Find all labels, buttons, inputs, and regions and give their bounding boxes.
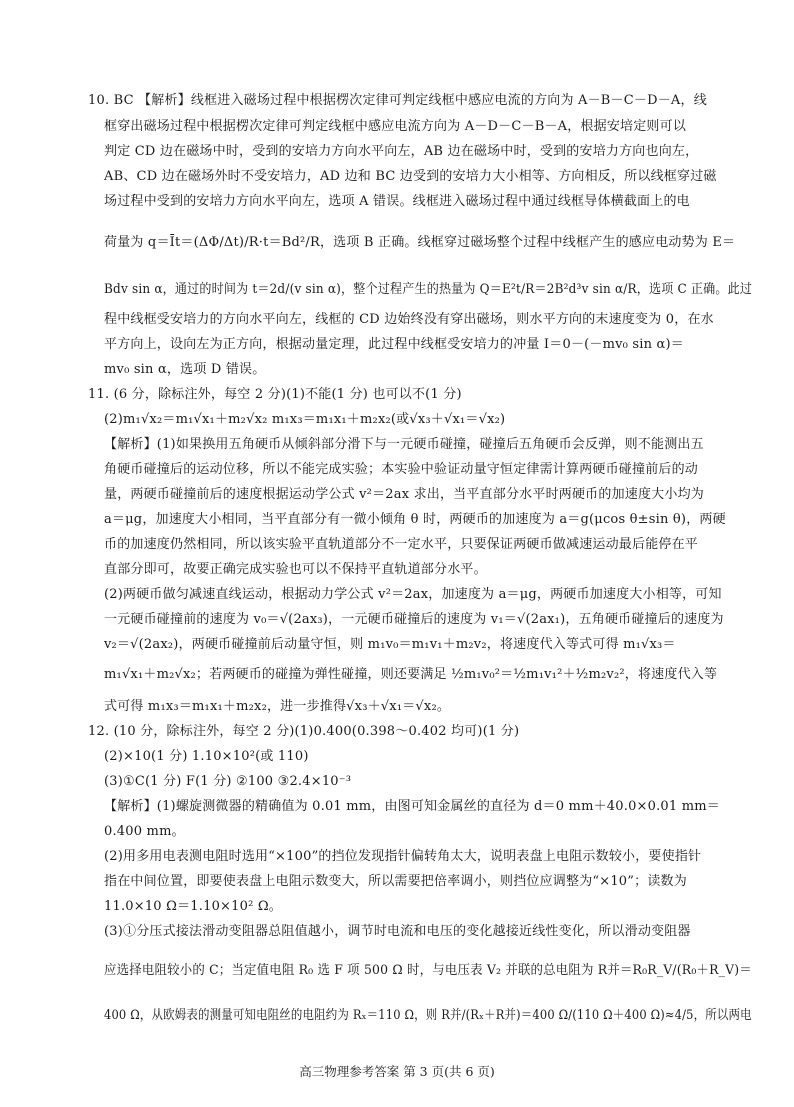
q10-line-1: 10. BC 【解析】线框进入磁场过程中根据楞次定律可判定线框中感应电流的方向为 A－B－C－D－A，线 bbox=[88, 93, 707, 108]
q11-line-12: m₁√x₁＋m₂√x₂；若两硬币的碰撞为弹性碰撞，则还要满足 ½m₁v₀²＝½m₁v₁²＋½m₂v₂²，将速度代入等 bbox=[104, 667, 718, 682]
q12-line-4: 【解析】(1)螺旋测微器的精确值为 0.01 mm，由图可知金属丝的直径为 d＝0 mm＋40.0×0.01 mm＝ bbox=[104, 799, 720, 814]
q12-line-1: 12. (10 分，除标注外，每空 2 分)(1)0.400(0.398～0.402 均可)(1 分) bbox=[88, 724, 520, 739]
q10-line-4: AB、CD 边在磁场外时不受安培力，AD 边和 BC 边受到的安培力大小相等、方向相反，所以线框穿过磁 bbox=[104, 169, 717, 184]
q11-line-5: 量，两硬币碰撞前后的速度根据运动学公式 v²＝2ax 求出，当平直部分水平时两硬币的加速度大小均为 bbox=[104, 487, 704, 502]
q10-line-2: 框穿出磁场过程中根据楞次定律可判定线框中感应电流方向为 A－D－C－B－A，根据安培定则可以 bbox=[104, 119, 687, 134]
q10-line-3: 判定 CD 边在磁场中时，受到的安培力方向水平向左，AB 边在磁场中时，受到的安培力方向也向左， bbox=[104, 144, 699, 159]
q11-line-7: 币的加速度仍然相同，所以该实验平直轨道部分不一定水平，只要保证两硬币做减速运动最后能停在平 bbox=[104, 537, 699, 552]
q10-line-8: 程中线框受安培力的方向水平向左，线框的 CD 边始终没有穿出磁场，则水平方向的末速度变为 0，在水 bbox=[104, 312, 714, 327]
q12-line-7: 指在中间位置，即要使表盘上电阻示数变大，所以需要把倍率调小，则挡位应调整为“×10”；读数为 bbox=[104, 874, 687, 889]
q11-line-3: 【解析】(1)如果换用五角硬币从倾斜部分滑下与一元硬币碰撞，碰撞后五角硬币会反弹，则不能测出五 bbox=[104, 437, 704, 452]
q11-line-8: 直部分即可，故要正确完成实验也可以不保持平直轨道部分水平。 bbox=[104, 562, 487, 577]
page-footer: 高三物理参考答案 第 3 页(共 6 页) bbox=[299, 1064, 495, 1079]
q11-line-4: 角硬币碰撞后的运动位移，所以不能完成实验；本实验中验证动量守恒定律需计算两硬币碰撞前后的动 bbox=[104, 462, 699, 477]
q11-line-9: (2)两硬币做匀减速直线运动，根据动力学公式 v²＝2ax，加速度为 a＝μg，两硬币加速度大小相等，可知 bbox=[104, 587, 722, 602]
q12-line-3: (3)①C(1 分) F(1 分) ②100 ③2.4×10⁻³ bbox=[104, 774, 352, 789]
q11-line-2: (2)m₁√x₂＝m₁√x₁＋m₂√x₂ m₁x₃＝m₁x₁＋m₂x₂(或√x₃＋√x₁＝√x₂) bbox=[104, 412, 506, 427]
q12-line-11: 400 Ω，从欧姆表的测量可知电阻丝的电阻约为 Rₓ＝110 Ω，则 R并/(Rₓ＋R并)＝400 Ω/(110 Ω＋400 Ω)≈4/5，所以两电 bbox=[104, 1008, 752, 1023]
q11-line-6: a＝μg，加速度大小相同，当平直部分有一微小倾角 θ 时，两硬币的加速度为 a＝g(μcos θ±sin θ)，两硬 bbox=[104, 512, 726, 527]
q10-line-7: Bdv sin α，通过的时间为 t＝2d/(v sin α)，整个过程产生的热量为 Q＝E²t/R＝2B²d³v sin α/R，选项 C 正确。此过 bbox=[104, 282, 753, 297]
q10-line-9: 平方向上，设向左为正方向，根据动量定理，此过程中线框受安培力的冲量 I＝0－(－mv₀ sin α)＝ bbox=[104, 337, 685, 352]
q12-line-9: (3)①分压式接法滑动变阻器总阻值越小，调节时电流和电压的变化越接近线性变化，所以滑动变阻器 bbox=[104, 924, 691, 939]
q11-line-1: 11. (6 分，除标注外，每空 2 分)(1)不能(1 分) 也可以不(1 分) bbox=[88, 387, 462, 402]
q11-line-10: 一元硬币碰撞前的速度为 v₀＝√(2ax₃)，一元硬币碰撞后的速度为 v₁＝√(2ax₁)，五角硬币碰撞后的速度为 bbox=[104, 612, 724, 627]
q12-line-8: 11.0×10 Ω＝1.10×10² Ω。 bbox=[104, 899, 282, 914]
q11-line-13: 式可得 m₁x₃＝m₁x₁＋m₂x₂，进一步推得√x₃＋√x₁＝√x₂。 bbox=[104, 699, 451, 714]
q10-line-6: 荷量为 q＝Īt＝(ΔΦ/Δt)/R·t＝Bd²/R，选项 B 正确。线框穿过磁场整个过程中线框产生的感应电动势为 E＝ bbox=[104, 235, 736, 250]
q12-line-5: 0.400 mm。 bbox=[104, 824, 185, 839]
q12-line-2: (2)×10(1 分) 1.10×10²(或 110) bbox=[104, 749, 309, 764]
q12-line-10: 应选择电阻较小的 C；当定值电阻 R₀ 选 F 项 500 Ω 时，与电压表 V₂ 并联的总电阻为 R并＝R₀R_V/(R₀＋R_V)＝ bbox=[104, 963, 752, 978]
q12-line-6: (2)用多用电表测电阻时选用“×100”的挡位发现指针偏转角太大，说明表盘上电阻示数较小，要使指针 bbox=[104, 849, 702, 864]
q11-line-11: v₂＝√(2ax₂)，两硬币碰撞前后动量守恒，则 m₁v₀＝m₁v₁＋m₂v₂，将速度代入等式可得 m₁√x₃＝ bbox=[104, 637, 676, 652]
q10-line-5: 场过程中受到的安培力方向水平向左，选项 A 错误。线框进入磁场过程中通过线框导体横截面上的电 bbox=[104, 194, 690, 209]
q10-line-10: mv₀ sin α，选项 D 错误。 bbox=[104, 362, 266, 377]
